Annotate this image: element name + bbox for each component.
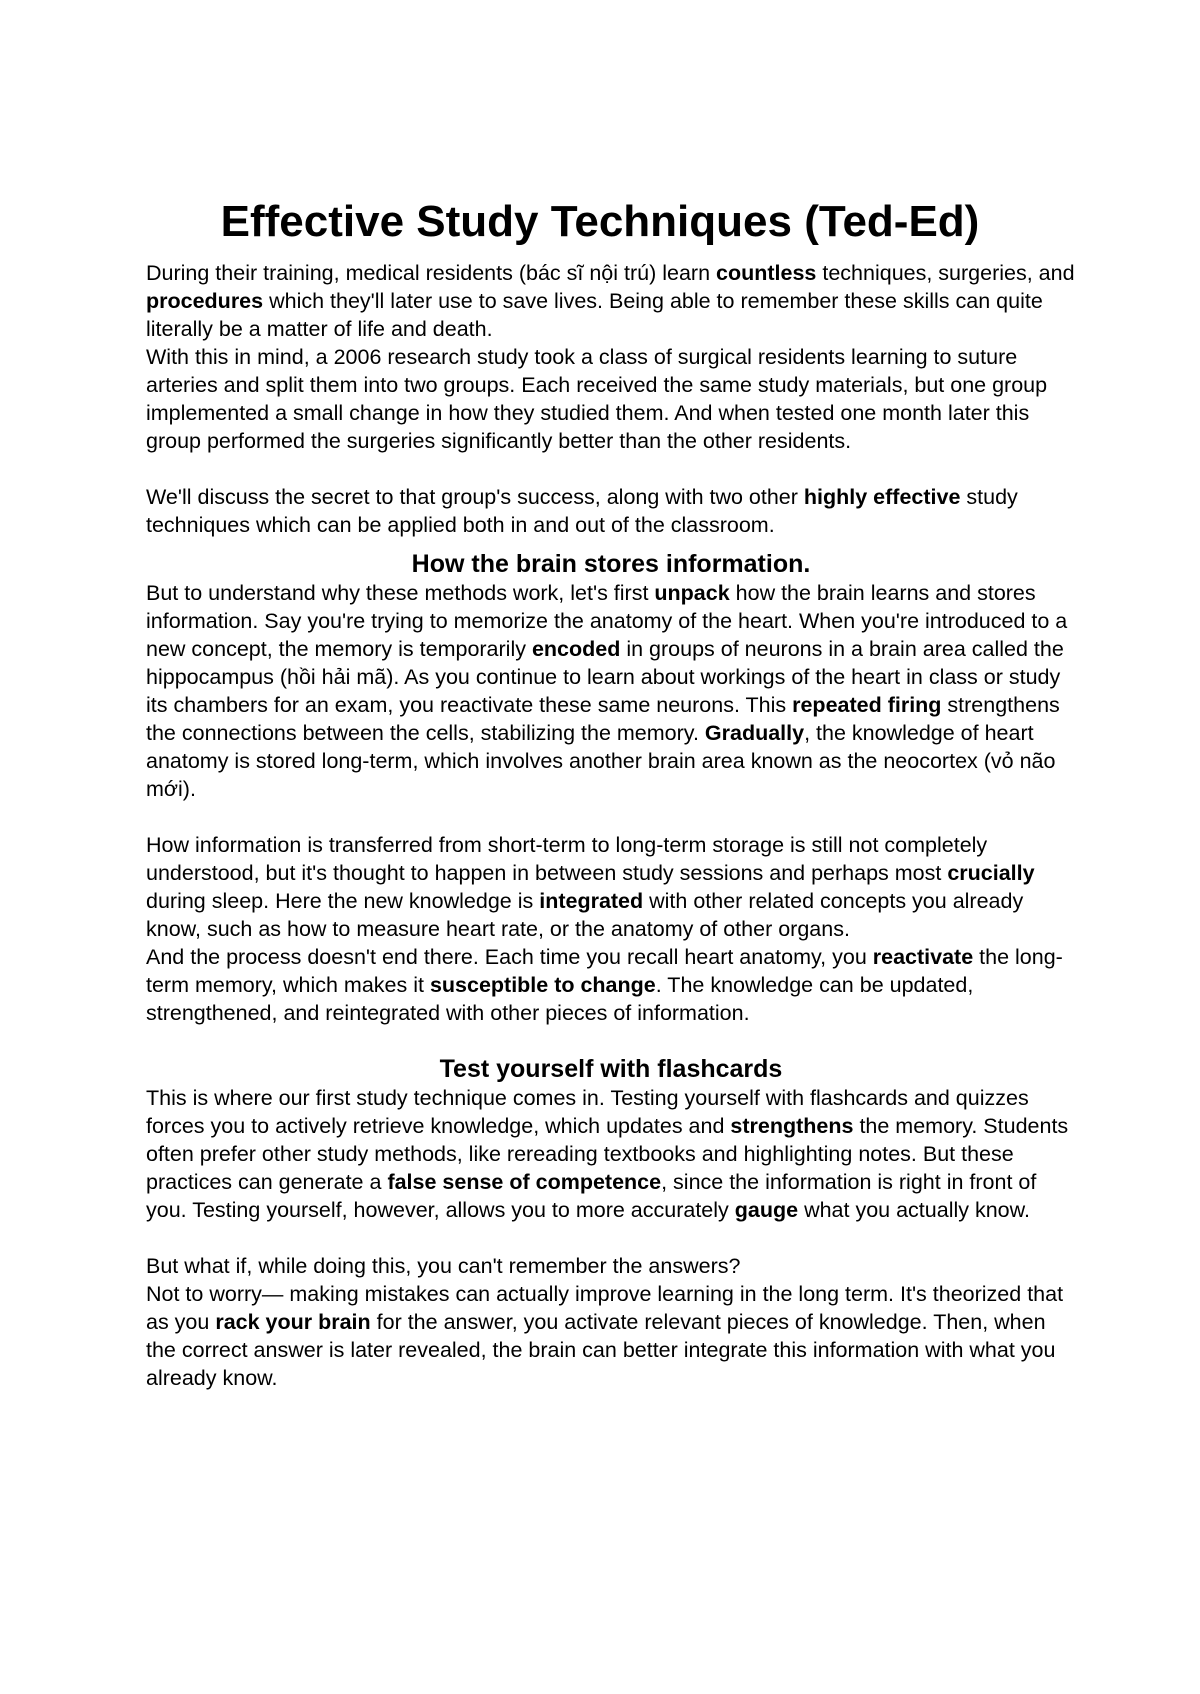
emphasis-term: reactivate (872, 945, 974, 969)
section2-paragraph-2: But what if, while doing this, you can't remember the answers? (146, 1254, 741, 1278)
emphasis-term: integrated (539, 889, 644, 913)
intro-paragraph-1: During their training, medical residents (bác sĩ nội trú) learn countless techniques, surgeries, and procedures which they'll later use to save lives. Being able to remember these skills can quite literally be a matter of life and death. (146, 261, 1075, 341)
section-heading-brain-storage: How the brain stores information. (411, 550, 811, 578)
emphasis-term: repeated firing (792, 693, 942, 717)
document-body (146, 259, 1076, 1392)
emphasis-term: crucially (947, 861, 1035, 885)
emphasis-term: susceptible to change (429, 973, 656, 997)
section2-paragraph-3: Not to worry— making mistakes can actually improve learning in the long term. It's theorized that as you rack your brain for the answer, you activate relevant pieces of knowledge. Then, when the correct answer is later revealed, the brain can better integrate this information with what you already know. (146, 1282, 1064, 1390)
section-heading-flashcards: Test yourself with flashcards (439, 1055, 783, 1083)
emphasis-term: false sense of competence (387, 1170, 662, 1194)
emphasis-term: countless (716, 261, 817, 285)
emphasis-term: unpack (654, 581, 730, 605)
emphasis-term: Gradually (704, 721, 805, 745)
intro-paragraph-2: With this in mind, a 2006 research study took a class of surgical residents learning to suture arteries and split them into two groups. Each received the same study materials, but one group implemented a small change in how they studied them. And when tested one month later this group performed the surgeries significantly better than the other residents. (146, 345, 1048, 453)
emphasis-term: gauge (734, 1198, 799, 1222)
emphasis-term: strengthens (730, 1114, 854, 1138)
section2-paragraph-1: This is where our first study technique comes in. Testing yourself with flashcards and quizzes forces you to actively retrieve knowledge, which updates and strengthens the memory. Students often prefer other study methods, like rereading textbooks and highlighting notes. But these practices can generate a false sense of competence, since the information is right in front of you. Testing yourself, however, allows you to more accurately gauge what you actually know. (146, 1086, 1069, 1222)
page-title: Effective Study Techniques (Ted-Ed) (220, 197, 980, 246)
emphasis-term: procedures (146, 289, 264, 313)
intro-paragraph-3: We'll discuss the secret to that group's success, along with two other highly effective study techniques which can be applied both in and out of the classroom. (146, 485, 1018, 537)
section1-paragraph-2: How information is transferred from short-term to long-term storage is still not completely understood, but it's thought to happen in between study sessions and perhaps most crucially during sleep. Here the new knowledge is integrated with other related concepts you already know, such as how to measure heart rate, or the anatomy of other organs. (146, 833, 1035, 941)
emphasis-term: highly effective (803, 485, 961, 509)
emphasis-term: rack your brain (215, 1310, 371, 1334)
emphasis-term: encoded (531, 637, 621, 661)
section1-paragraph-1: But to understand why these methods work, let's first unpack how the brain learns and stores information. Say you're trying to memorize the anatomy of the heart. When you're introduced to a new concept, the memory is temporarily encoded in groups of neurons in a brain area called the hippocampus (hồi hải mã). As you continue to learn about workings of the heart in class or study its chambers for an exam, you reactivate these same neurons. This repeated firing strengthens the connections between the cells, stabilizing the memory. Gradually, the knowledge of heart anatomy is stored long-term, which involves another brain area known as the neocortex (vỏ não mới). (146, 581, 1068, 801)
section1-paragraph-3: And the process doesn't end there. Each time you recall heart anatomy, you reactivate the long-term memory, which makes it susceptible to change. The knowledge can be updated, strengthened, and reintegrated with other pieces of information. (146, 945, 1063, 1025)
